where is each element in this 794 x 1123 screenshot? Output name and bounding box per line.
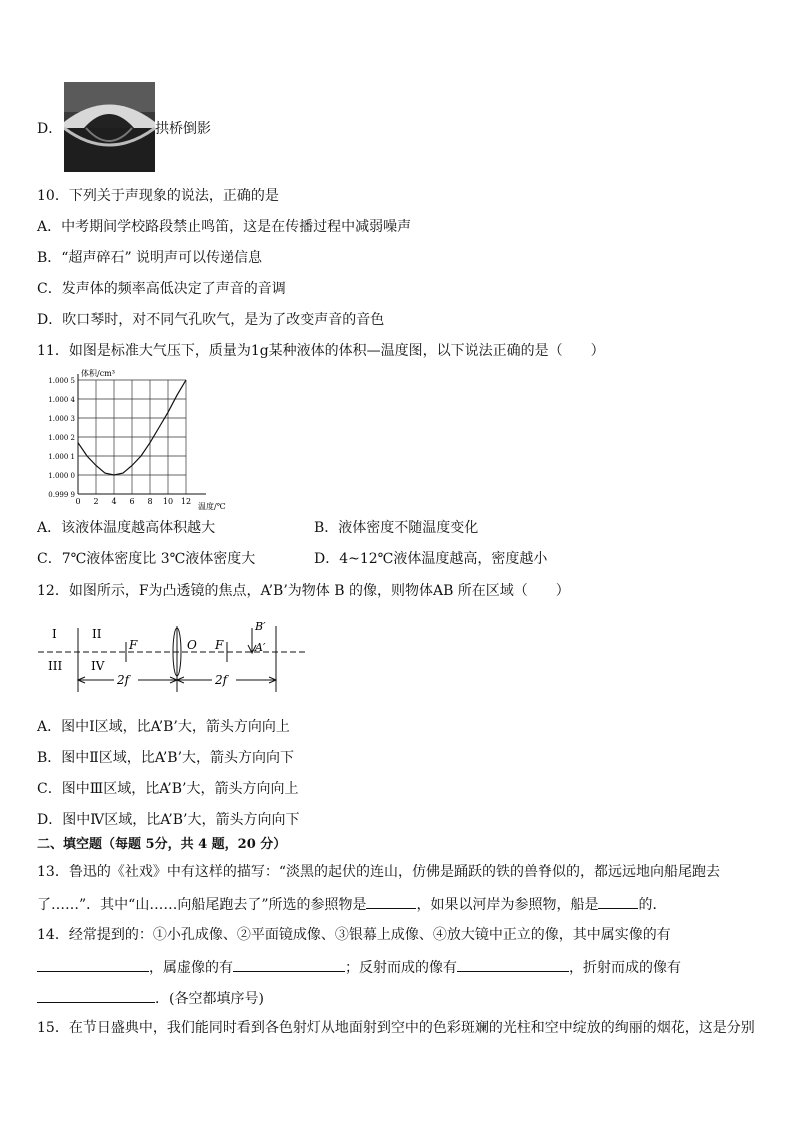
- q13-text-b: ，如果以河岸为参照物，船是: [416, 897, 599, 913]
- y-tick-label-1: 1.000 0: [48, 472, 75, 480]
- y-axis-label: 体积/cm³: [81, 369, 115, 378]
- q11-option-c: C．7℃液体密度比 3℃液体密度大: [37, 551, 256, 567]
- q14-line2: [37, 957, 681, 977]
- focus-left-label: F: [129, 638, 138, 652]
- q9-option-d-letter: D．: [37, 121, 63, 137]
- focus-right-label: F: [215, 638, 224, 652]
- region-4-label: IV: [91, 659, 105, 673]
- q10-stem: 10．下列关于声现象的说法，正确的是: [37, 188, 279, 204]
- x-tick-label-4: 4: [111, 497, 117, 506]
- q11-option-a: A．该液体温度越高体积越大: [37, 520, 216, 536]
- q14-blank-2[interactable]: [233, 957, 345, 972]
- q14-blank-1[interactable]: [37, 957, 149, 972]
- section-heading-fill-in: 二、填空题（每题 5分，共 4 题，20 分）: [37, 837, 287, 852]
- q11-option-d: D．4~12℃液体温度越高，密度越小: [314, 551, 548, 567]
- x-tick-labels: [75, 497, 191, 506]
- x-tick-label-10: 10: [162, 497, 174, 506]
- q12-option-c: C．图中Ⅲ区域，比A’B’大，箭头方向向上: [37, 781, 299, 797]
- q10-option-a: A．中考期间学校路段禁止鸣笛，这是在传播过程中减弱噪声: [37, 219, 412, 235]
- region-1-label: I: [52, 627, 57, 641]
- q11-stem: 11．如图是标准大气压下，质量为1g某种液体的体积—温度图，以下说法正确的是（ ）: [37, 343, 605, 359]
- q14-text-d: ．(各空都填序号): [155, 991, 264, 1007]
- q13-text-c: 的．: [638, 897, 667, 913]
- region-2-label: II: [92, 627, 102, 641]
- y-tick-label-2: 1.000 1: [48, 453, 75, 461]
- q14-line3: [37, 988, 264, 1008]
- q13-text-a: 了……”．其中“山……向船尾跑去了”所选的参照物是: [37, 897, 367, 913]
- q14-blank-4[interactable]: [37, 988, 155, 1003]
- x-tick-label-6: 6: [129, 497, 135, 506]
- chart-grid: [78, 380, 186, 494]
- x-axis-label: 温度/℃: [198, 502, 226, 511]
- arch-bridge-photo: [64, 82, 155, 172]
- convex-lens-diagram: [36, 614, 316, 698]
- y-tick-labels: [48, 377, 75, 499]
- y-tick-label-5: 1.000 4: [48, 396, 75, 404]
- y-tick-label-3: 1.000 2: [48, 434, 75, 442]
- distance-right-label: 2f: [215, 673, 228, 687]
- q12-option-b: B．图中Ⅱ区域，比A’B’大，箭头方向向下: [37, 750, 295, 766]
- image-top-label: B′: [255, 620, 266, 633]
- image-bottom-label: A′: [255, 641, 266, 654]
- q11-option-b: B．液体密度不随温度变化: [314, 520, 479, 536]
- q9-option-d-text: 拱桥倒影: [155, 121, 211, 137]
- q14-text-b: ；反射而成的像有: [345, 960, 457, 976]
- q14-text-a: ，属虚像的有: [149, 960, 233, 976]
- arch-bridge-icon: [64, 82, 155, 172]
- volume-temperature-chart: [36, 366, 246, 516]
- y-tick-label-4: 1.000 3: [48, 415, 75, 423]
- x-tick-label-2: 2: [93, 497, 99, 506]
- q15-line1: 15．在节日盛典中，我们能同时看到各色射灯从地面射到空中的色彩斑斓的光柱和空中绽放的绚丽的烟花，这是分别: [37, 1020, 755, 1036]
- q14-text-c: ，折射而成的像有: [569, 960, 681, 976]
- q12-stem: 12．如图所示，F为凸透镜的焦点，A’B’为物体 B 的像，则物体AB 所在区域（ ）: [37, 583, 570, 599]
- q13-blank-2[interactable]: [598, 894, 638, 909]
- q14-blank-3[interactable]: [457, 957, 569, 972]
- optical-center-label: O: [187, 638, 197, 652]
- distance-left-label: 2f: [117, 673, 130, 687]
- y-tick-label-6: 1.000 5: [48, 377, 75, 385]
- q12-option-a: A．图中Ⅰ区域，比A’B’大，箭头方向向上: [37, 719, 290, 735]
- q13-line2: [37, 894, 666, 914]
- x-tick-label-8: 8: [147, 497, 153, 506]
- q10-option-c: C．发声体的频率高低决定了声音的音调: [37, 281, 286, 297]
- x-tick-label-0: 0: [75, 497, 81, 506]
- q10-option-b: B．“超声碎石” 说明声可以传递信息: [37, 250, 263, 266]
- region-3-label: III: [48, 659, 63, 673]
- y-tick-label-0: 0.999 9: [48, 491, 75, 499]
- x-tick-label-12: 12: [180, 497, 192, 506]
- q13-blank-1[interactable]: [366, 894, 416, 909]
- chart-axes: [78, 374, 206, 494]
- q10-option-d: D．吹口琴时，对不同气孔吹气，是为了改变声音的音色: [37, 312, 385, 328]
- q12-option-d: D．图中Ⅳ区域，比A’B’大，箭头方向向下: [37, 812, 300, 828]
- q13-line1: 13．鲁迅的《社戏》中有这样的描写：“淡黑的起伏的连山，仿佛是踊跃的铁的兽脊似的，都远远地向船尾跑去: [37, 864, 720, 880]
- q14-line1: 14．经常提到的：①小孔成像、②平面镜成像、③银幕上成像、④放大镜中正立的像，其中属实像的有: [37, 927, 671, 943]
